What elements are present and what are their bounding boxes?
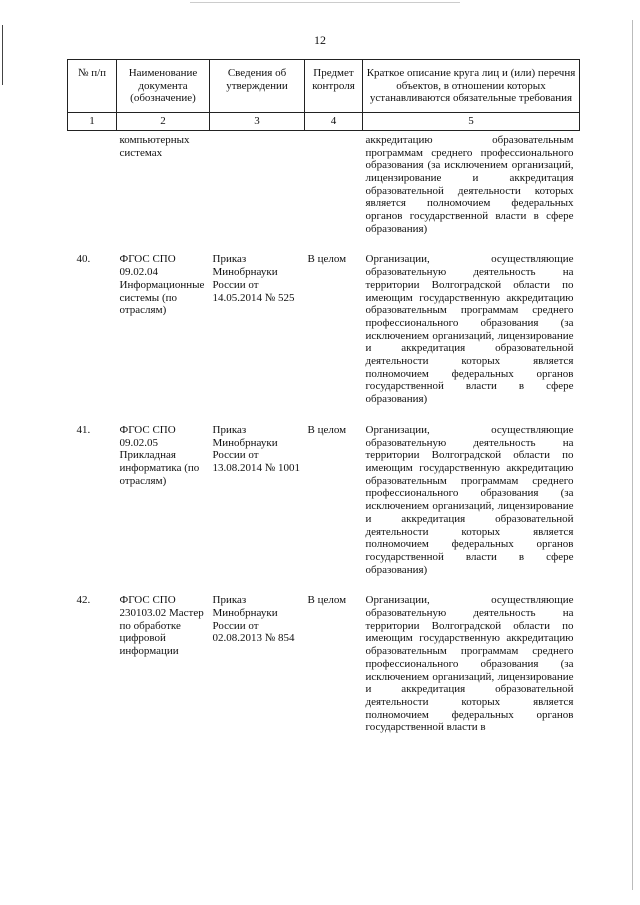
page-edge-right bbox=[632, 20, 633, 890]
table-row bbox=[68, 253, 580, 423]
approval-info: Приказ Минобрнауки России от 14.05.2014 № 525 bbox=[212, 253, 295, 304]
column-number: 2 bbox=[117, 113, 210, 131]
column-number: 3 bbox=[210, 113, 305, 131]
description: Организации, осуществляющие образовательную деятельность на территории Волгоградской области по имеющим государственную аккредитацию образовательным программам среднего профессионального образования (за исключением организаций, лицензирование и аккредитация образовательной деятельности которых является полномочием федеральных органов государственной власти в сфере образования) bbox=[365, 253, 574, 406]
column-number-row bbox=[68, 113, 580, 131]
document-name: ФГОС СПО 09.02.04 Информационные системы (по отраслям) bbox=[119, 253, 205, 317]
header-approval-info: Сведения об утверждении bbox=[210, 60, 305, 113]
control-subject: В целом bbox=[307, 253, 347, 266]
header-document-name: Наименование документа (обозначение) bbox=[117, 60, 210, 113]
approval-info: Приказ Минобрнауки России от 13.08.2014 № 1001 bbox=[212, 423, 300, 474]
table-row-continuation bbox=[68, 130, 580, 253]
control-subject bbox=[305, 130, 363, 253]
scan-artifact-line bbox=[190, 2, 460, 3]
column-number: 1 bbox=[68, 113, 117, 131]
row-number bbox=[68, 130, 117, 253]
header-description: Краткое описание круга лиц и (или) перечня объектов, в отношении которых устанавливаются обязательные требования bbox=[363, 60, 580, 113]
column-number: 5 bbox=[363, 113, 580, 131]
control-subject: В целом bbox=[307, 594, 347, 607]
control-subject: В целом bbox=[307, 423, 347, 436]
table-row bbox=[68, 594, 580, 752]
table-header-row bbox=[68, 60, 580, 113]
description: Организации, осуществляющие образовательную деятельность на территории Волгоградской области по имеющим государственную аккредитацию образовательным программам среднего профессионального образования (за исключением организаций, лицензирование и аккредитация образовательной деятельности которых является полномочием федеральных органов государственной власти в сфере образования) bbox=[365, 423, 574, 576]
row-number: 40. bbox=[76, 253, 91, 266]
requirements-table bbox=[67, 59, 580, 752]
header-control-subject: Предмет контроля bbox=[305, 60, 363, 113]
page-number: 12 bbox=[314, 33, 326, 47]
table-row bbox=[68, 424, 580, 594]
column-number: 4 bbox=[305, 113, 363, 131]
document-name: ФГОС СПО 230103.02 Мастер по обработке цифровой информации bbox=[119, 594, 204, 658]
document-name: ФГОС СПО 09.02.05 Прикладная информатика (по отраслям) bbox=[119, 423, 200, 487]
description: аккредитацию образовательным программам среднего профессионального образования (за исключением организаций, лицензирование и аккредитация образовательной деятельности которых является полномочием федеральных органов государственной власти в сфере образования) bbox=[365, 133, 574, 235]
approval-info bbox=[210, 130, 305, 253]
description: Организации, осуществляющие образовательную деятельность на территории Волгоградской области по имеющим государственную аккредитацию образовательным программам среднего профессионального образования (за исключением организаций, лицензирование и аккредитация образовательной деятельности которых является полномочием федеральных органов государственной власти в bbox=[365, 594, 574, 734]
document-name: компьютерных системах bbox=[119, 133, 190, 159]
row-number: 42. bbox=[76, 594, 91, 607]
row-number: 41. bbox=[76, 423, 91, 436]
approval-info: Приказ Минобрнауки России от 02.08.2013 № 854 bbox=[212, 594, 295, 645]
header-number: № п/п bbox=[68, 60, 117, 113]
